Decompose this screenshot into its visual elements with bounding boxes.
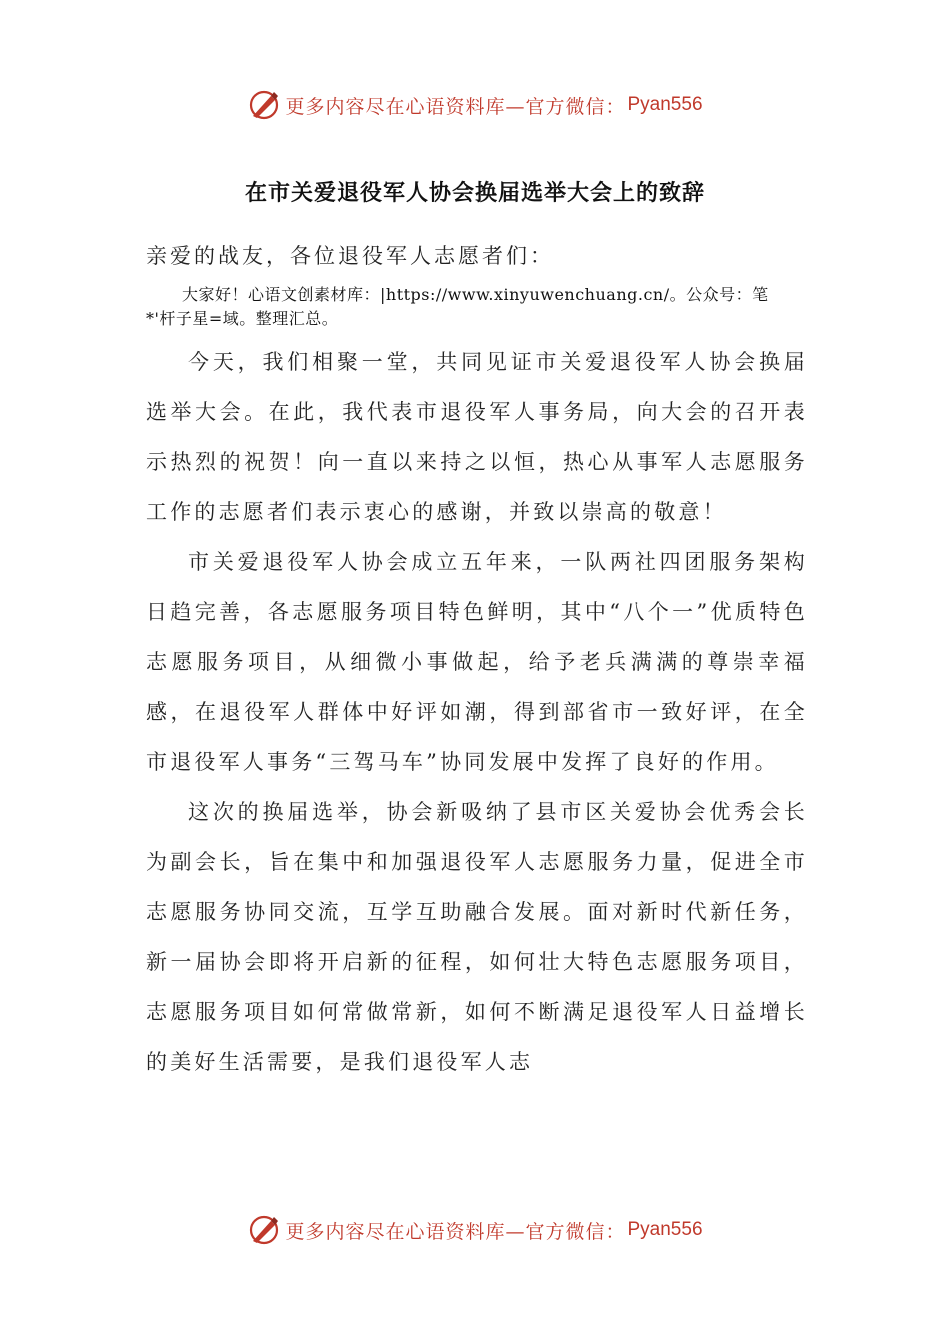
paragraph-1: 今天，我们相聚一堂，共同见证市关爱退役军人协会换届选举大会。在此，我代表市退役军人事务局，向大会的召开表示热烈的祝贺！向一直以来持之以恒，热心从事军人志愿服务工作的志愿者们表示衷心的感谢，并致以崇高的敬意！	[146, 350, 808, 524]
greeting: 亲爱的战友，各位退役军人志愿者们：	[146, 244, 554, 268]
source-note-line-1: 大家好！心语文创素材库：|https://www.xinyuwenchuang.cn/。公众号：笔	[182, 285, 769, 304]
pen-logo-icon	[247, 88, 281, 122]
document-title: 在市关爱退役军人协会换届选举大会上的致辞	[244, 180, 705, 206]
header-wechat-id: Pyan556	[627, 94, 703, 115]
document-body	[146, 337, 808, 1087]
pen-logo-icon	[247, 1213, 281, 1247]
source-note-line-2: *'杆子星=域。整理汇总。	[146, 309, 339, 328]
header-banner-text: 更多内容尽在心语资料库—官方微信：	[285, 95, 626, 118]
paragraph-2: 市关爱退役军人协会成立五年来，一队两社四团服务架构日趋完善，各志愿服务项目特色鲜明，其中“八个一”优质特色志愿服务项目，从细微小事做起，给予老兵满满的尊崇幸福感，在退役军人群体中好评如潮，得到部省市一致好评，在全市退役军人事务“三驾马车”协同发展中发挥了良好的作用。	[146, 550, 808, 774]
footer-banner	[0, 1205, 950, 1255]
paragraph-3: 这次的换届选举，协会新吸纳了县市区关爱协会优秀会长为副会长，旨在集中和加强退役军人志愿服务力量，促进全市志愿服务协同交流，互学互助融合发展。面对新时代新任务，新一届协会即将开启新的征程，如何壮大特色志愿服务项目，志愿服务项目如何常做常新，如何不断满足退役军人日益增长的美好生活需要，是我们退役军人志	[146, 800, 808, 1074]
footer-wechat-id: Pyan556	[627, 1219, 703, 1240]
header-banner	[0, 80, 950, 130]
source-note	[146, 283, 812, 331]
footer-banner-text: 更多内容尽在心语资料库—官方微信：	[285, 1220, 626, 1243]
